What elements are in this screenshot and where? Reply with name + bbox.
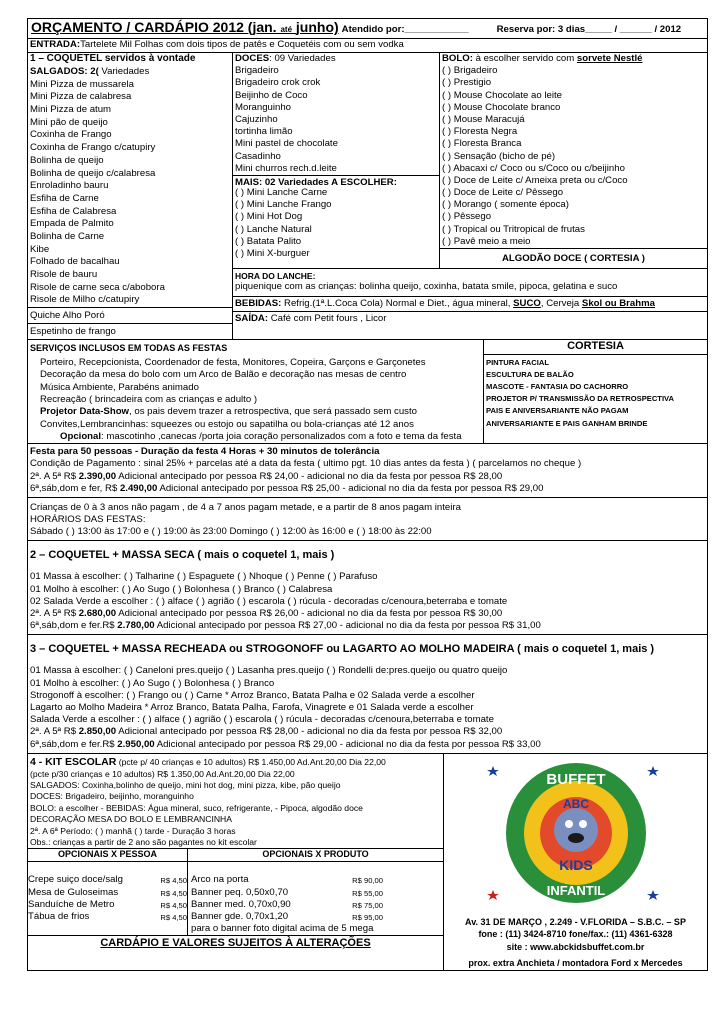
optional-name: Banner peq. 0,50x0,70 [191,886,289,898]
attended-by-field: Atendido por:____________ [341,24,469,35]
menu-frame [27,18,708,971]
doces-list [233,65,439,175]
servico-item: Recreação ( brincadeira com as crianças e adulto ) [40,393,258,405]
festa-section [28,444,707,498]
list-item: Quiche Alho Poró [28,307,232,323]
kit-item: DECORAÇÃO MESA DO BOLO E LEMBRANCINHA [30,814,232,825]
kit-line: (pcte p/30 crianças e 10 adultos) R$ 1.350,00 Ad.Ant.20,00 Dia 22,00 [30,768,295,779]
bolo-column [440,53,707,268]
doce-item: Mini churros rech.d.leite [235,162,337,174]
opcional-produto-row [191,874,383,886]
kit-section [28,754,707,970]
cortesia-item: PAIS E ANIVERSARIANTE NÃO PAGAM [486,406,629,416]
optional-price: R$ 90,00 [352,876,383,886]
massa-option: 01 Massa à escolher: ( ) Talharine ( ) Espaguete ( ) Nhoque ( ) Penne ( ) Parafuso [30,571,378,583]
kit-item: DOCES: Brigadeiro, beijinho, moranguinho [30,791,194,802]
massa-option: 02 Salada Verde a escolher : ( ) alface ( ) agrião ( ) escarola ( ) rúcula - decoradas c/cenoura,beterraba e tomate [30,595,508,607]
optional-name: Tábua de frios [28,911,90,922]
bolo-option: ( ) Doce de Leite c/ Ameixa preta ou c/Coco [442,174,628,186]
list-item: Espetinho de frango [28,323,232,339]
kit-item: Obs.: crianças a partir de 2 ano são pagantes no kit escolar [30,837,257,848]
salgado-item: Mini pão de queijo [30,116,108,128]
doce-item: Casadinho [235,150,281,162]
cortesia-list [484,355,707,431]
kit-item: SALGADOS: Coxinha,bolinho de queijo, mini hot dog, mini pizza, kibe, pão queijo [30,780,341,791]
algodao-doce-label: ALGODÃO DOCE ( CORTESIA ) [440,248,707,268]
optional-name: Sanduíche de Metro [28,898,115,910]
salgado-item: Risole de Milho c/catupiry [30,294,140,306]
horarios-label: HORÁRIOS DAS FESTAS: [30,514,146,526]
salgado-item: Bolinha de Carne [30,230,105,242]
servico-item: Música Ambiente, Parabéns animado [40,381,199,393]
list-item: Opcional: mascotinho ,canecas /porta joia coração personalizados com a foto e tema da festa [60,430,462,442]
optional-price: R$ 4,50 [160,913,187,922]
bolo-option: ( ) Floresta Branca [442,138,522,150]
servicos-title: SERVIÇOS INCLUSOS EM TODAS AS FESTAS [30,343,228,354]
page-title: ORÇAMENTO / CARDÁPIO 2012 (jan. até junho) [31,19,339,35]
mais-label: MAIS: 02 Variedades A ESCOLHER: [233,175,439,187]
optional-price: R$ 4,50 [160,900,187,910]
opcionais-produto [188,849,443,935]
optional-price: R$ 4,50 [160,876,187,886]
recheada-section [28,635,707,753]
coquetel-title: 1 – COQUETEL servidos à vontade [30,53,196,64]
massa-option: 01 Molho à escolher: ( ) Ao Sugo ( ) Bolonhesa ( ) Branco ( ) Calabresa [30,583,333,595]
list-item: Convites,Lembrancinhas: squeezes ou estojo ou sapatilha ou bola-crianças até 12 anos [40,418,414,430]
mais-option: ( ) Batata Palito [235,235,302,247]
mais-option: ( ) Mini Lanche Frango [235,199,332,211]
festa-condicao: Condição de Pagamento : sinal 25% + parcelas até a data da festa ( ultimo pgt. 10 dias antes da festa ) ( parcelamos no cheque ) [30,458,582,470]
opcional-produto-row [191,911,383,923]
criancas-line: Crianças de 0 à 3 anos não pagam , de 4 a 7 anos pagam metade, e a partir de 8 anos pagam inteira [30,501,461,513]
site-line: site : www.abckidsbuffet.com.br [506,941,645,952]
opcional-pessoa-row [28,911,187,923]
recheada-option: 01 Molho à escolher: ( ) Ao Sugo ( ) Bolonhesa ( ) Branco [30,677,275,689]
salgado-item: Enroladinho bauru [30,180,109,192]
salgado-item: Esfiha de Calabresa [30,205,117,217]
bolo-option: ( ) Doce de Leite c/ Pêssego [442,187,564,199]
price-line: 2ª. A 5ª R$ 2.390,00 Adicional antecipado por pessoa R$ 24,00 - adicional no dia da festa por pessoa R$ 28,00 [30,470,503,482]
reservation-field: Reserva por: 3 dias_____ / ______ / 2012 [496,24,682,35]
massa-title: 2 – COQUETEL + MASSA SECA ( mais o coquetel 1, mais ) [30,549,335,562]
salgado-item: Coxinha de Frango c/catupiry [30,142,156,154]
criancas-section [28,498,707,542]
reference-line: prox. extra Anchieta / montadora Ford x Mercedes [468,958,683,969]
bolo-option: ( ) Mouse Maracujá [442,113,525,125]
bolo-option: ( ) Morango ( somente época) [442,199,569,211]
cortesia-item: PINTURA FACIAL [486,358,549,368]
optional-price: R$ 55,00 [352,888,383,898]
mais-option: ( ) Lanche Natural [235,223,312,235]
lanche-row: HORA DO LANCHE: piquenique com as crianças: bolinha queijo, coxinha, batata smile, pipoca, gelatina e suco [233,269,707,297]
bolo-option: ( ) Pêssego [442,211,492,223]
servico-item: Porteiro, Recepcionista, Coordenador de festa, Monitores, Copeira, Garçons e Garçonetes [40,357,426,369]
optional-name: Banner med. 0,70x0,90 [191,898,291,910]
cortesia-panel [484,340,707,443]
mais-option: ( ) Mini Lanche Carne [235,187,328,199]
recheada-option: Strogonoff à escolher: ( ) Frango ou ( ) Carne * Arroz Branco, Batata Palha e 02 Salada verde a escolher [30,689,475,701]
doce-item: Brigadeiro [235,65,279,77]
optional-price: R$ 95,00 [352,913,383,922]
bolo-option: ( ) Pavê meio a meio [442,235,531,247]
salgado-item: Risole de bauru [30,269,98,280]
salgado-item: Mini Pizza de atum [30,104,112,116]
price-line: 6ª,sáb,dom e fer.R$ 2.950,00 Adicional antecipado por pessoa R$ 29,00 - adicional no dia da festa por pessoa R$ 33,00 [30,738,541,750]
salgados-list [28,79,232,307]
opcionais-pessoa [28,849,188,935]
recheada-option: Lagarto ao Molho Madeira * Arroz Branco, Batata Palha, Farofa, Vinagrete e 01 Salada verde a escolher [30,701,474,713]
recheada-list [30,665,705,726]
bolo-option: ( ) Abacaxi c/ Coco ou s/Coco ou c/beijinho [442,162,625,174]
cortesia-item: ESCULTURA DE BALÃO [486,370,574,380]
cortesia-title: CORTESIA [484,340,707,355]
logo-buffet-text: BUFFET [545,770,606,788]
price-line: 6ª,sáb,dom e fer.R$ 2.780,00 Adicional antecipado por pessoa R$ 27,00 - adicional no dia da festa por pessoa R$ 31,00 [30,620,541,632]
bolo-option: ( ) Mouse Chocolate branco [442,101,561,113]
address-block [465,916,686,970]
logo-abc-text: ABC [562,796,589,811]
optional-name: Mesa de Guloseimas [28,886,119,898]
salgado-item: Mini Pizza de mussarela [30,78,134,90]
servicos-list [30,357,483,406]
opcional-pessoa-row [28,887,187,899]
salgado-item: Folhado de bacalhau [30,256,120,268]
festa-title: Festa para 50 pessoas - Duração da festa 4 Horas + 30 minutos de tolerância [30,446,380,458]
doce-item: Mini pastel de chocolate [235,138,338,150]
footer-notice: CARDÁPIO E VALORES SUJEITOS À ALTERAÇÕES [28,935,443,950]
banner-note: para o banner foto digital acima de 5 mega [191,923,374,935]
servicos-section [28,340,707,444]
doce-item: Cajuzinho [235,113,278,125]
kit-list [30,780,441,848]
opcional-pessoa-row [28,899,187,911]
doces-column [233,53,440,268]
logo-kids-text: KIDS [558,856,593,873]
bolo-list [440,65,707,248]
bolo-option: ( ) Floresta Negra [442,126,518,138]
massa-list [30,571,705,608]
recheada-title: 3 – COQUETEL + MASSA RECHEADA ou STROGONOFF ou LAGARTO AO MOLHO MADEIRA ( mais o coquetel 1, mais ) [30,643,655,656]
cortesia-item: PROJETOR P/ TRANSMISSÃO DA RETROSPECTIVA [486,394,675,404]
price-line: 2ª. A 5ª R$ 2.850,00 Adicional antecipado por pessoa R$ 28,00 - adicional no dia da festa por pessoa R$ 32,00 [30,726,503,738]
bolo-option: ( ) Mouse Chocolate ao leite [442,89,562,101]
opcionais-table [28,848,443,935]
salgado-item: Empada de Palmito [30,218,114,230]
optional-name: Crepe suiço doce/salg [28,874,123,886]
recheada-option: 01 Massa à escolher: ( ) Caneloni pres.queijo ( ) Lasanha pres.queijo ( ) Rondelli de:pres.queijo ou quatro queijo [30,665,508,677]
salgado-item: Risole de carne seca c/abobora [30,281,165,293]
opcional-pessoa-row [28,874,187,886]
optional-name: Arco na porta [191,874,249,886]
optional-price: R$ 75,00 [352,900,383,910]
logo-infantil-text: INFANTIL [546,882,605,898]
entry-row: ENTRADA: Tartelete Mil Folhas com dois tipos de patês e Coquetéis com ou sem vodka [28,39,707,53]
optional-name: Banner gde. 0,70x1,20 [191,911,289,922]
opcionais-produto-title: OPCIONAIS X PRODUTO [188,849,443,862]
bolo-label: BOLO: à escolher servido com sorvete Nestlé [442,53,643,64]
bebidas-row: BEBIDAS: Refrig.(1ª.L.Coca Cola) Normal e Diet., água mineral, SUCO, Cerveja Skol ou Brahma [233,297,707,312]
kit-title: 4 - KIT ESCOLAR (pcte p/ 40 crianças e 10 adultos) R$ 1.450,00 Ad.Ant.20,00 Dia 22,00 [30,755,386,768]
doce-item: Beijinho de Coco [235,89,308,101]
servico-item: Decoração da mesa do bolo com um Arco de Balão e decoração nas mesas de centro [40,369,407,381]
horarios-line: Sábado ( ) 13:00 às 17:00 e ( ) 19:00 às 23:00 Domingo ( ) 12:00 às 16:00 e ( ) 18:00 às 22:00 [30,526,432,538]
cortesia-item: MASCOTE - FANTASIA DO CACHORRO [486,382,629,392]
kit-item: BOLO: a escolher - BEBIDAS: Água mineral, suco, refrigerante, - Pipoca, algodão doce [30,802,363,813]
right-columns [233,53,707,339]
menu-grid [28,53,707,340]
buffet-logo [481,758,671,908]
salgado-item: Coxinha de Frango [30,129,112,141]
bolo-option: ( ) Tropical ou Tritropical de frutas [442,223,585,235]
mais-list [233,187,439,260]
doce-item: Brigadeiro crok crok [235,77,321,89]
salgado-item: Kibe [30,243,50,255]
price-line: 6ª,sáb,dom e fer, R$ 2.490,00 Adicional antecipado por pessoa R$ 25,00 - adicional no dia da festa por pessoa R$ 29,00 [30,482,544,494]
company-info [444,754,707,970]
opcionais-pessoa-title: OPCIONAIS X PESSOA [28,849,187,862]
header [28,19,707,39]
mais-option: ( ) Mini Hot Dog [235,211,303,223]
salgado-item: Bolinha de queijo c/calabresa [30,167,156,179]
kit-item: 2ª. A 6ª Período: ( ) manhã ( ) tarde - Duração 3 horas [30,825,236,836]
doces-label: DOCES: 09 Variedades [235,53,336,64]
coquetel-column [28,53,233,339]
salgados-label: SALGADOS: 2( Variedades [30,66,150,77]
price-line: 2ª. A 5ª R$ 2.680,00 Adicional antecipado por pessoa R$ 26,00 - adicional no dia da festa por pessoa R$ 30,00 [30,608,503,620]
mais-option: ( ) Mini X-burguer [235,248,310,259]
address-line: Av. 31 DE MARÇO , 2.249 - V.FLORIDA – S.B.C. – SP [465,916,686,927]
optional-price: R$ 4,50 [160,888,187,898]
bolo-option: ( ) Sensação (bicho de pé) [442,150,556,162]
doce-item: tortinha limão [235,126,293,138]
phone-line: fone : (11) 3424-8710 fone/fax.: (11) 4361-6328 [478,929,673,940]
opcional-produto-row [191,887,383,899]
bolo-option: ( ) Brigadeiro [442,65,498,77]
opcional-produto-row [191,899,383,911]
saida-row: SAÍDA: Café com Petit fours , Licor [235,313,387,324]
massa-section [28,541,707,635]
bolo-option: ( ) Prestigio [442,77,492,89]
list-item: Projetor Data-Show, os pais devem trazer a retrospectiva, que será passado sem custo [40,406,417,418]
salgado-item: Esfiha de Carne [30,192,99,204]
salgado-item: Bolinha de queijo [30,154,104,166]
salgado-item: Mini Pizza de calabresa [30,91,132,103]
cortesia-item: ANIVERSARIANTE E PAIS GANHAM BRINDE [486,418,648,428]
doce-item: Moranguinho [235,101,292,113]
recheada-option: Salada Verde a escolher : ( ) alface ( ) agrião ( ) escarola ( ) rúcula - decoradas c/cenoura,beterraba e tomate [30,714,494,726]
